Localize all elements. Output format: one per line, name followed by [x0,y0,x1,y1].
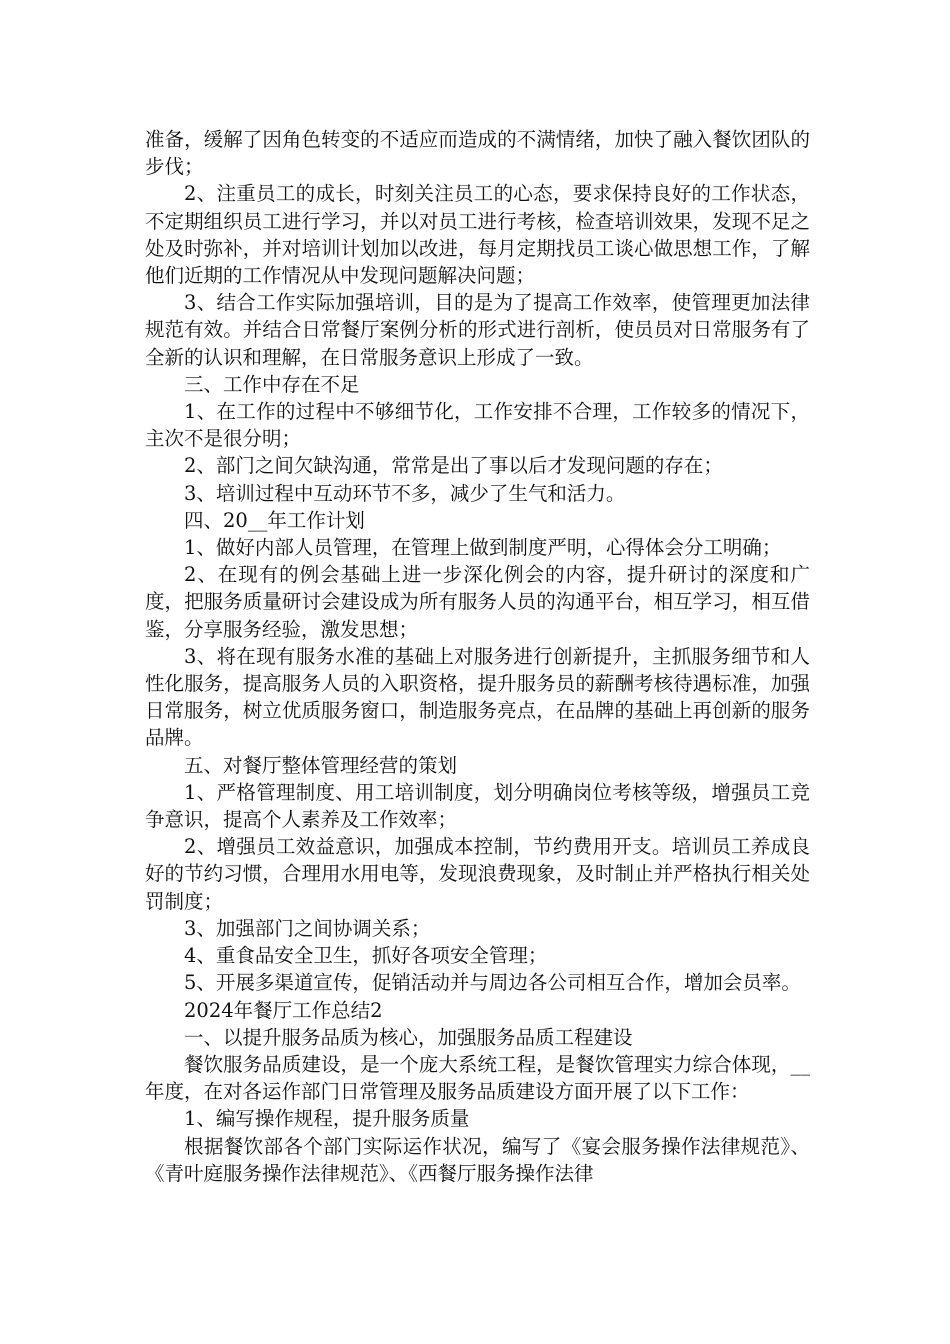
document-body [145,126,810,1187]
paragraph: 2、增强员工效益意识，加强成本控制，节约费用开支。培训员工养成良好的节约习惯，合理用水用电等，发现浪费现象，及时制止并严格执行相关处罚制度； [145,835,810,913]
section-heading: 一、以提升服务品质为核心，加强服务品质工程建设 [184,1025,633,1049]
paragraph: 3、加强部门之间协调关系； [184,916,431,940]
section-heading: 四、20__年工作计划 [184,508,365,532]
section-heading: 五、对餐厅整体管理经营的策划 [184,753,458,777]
paragraph: 2、在现有的例会基础上进一步深化例会的内容，提升研讨的深度和广度，把服务质量研讨会建设成为所有服务人员的沟通平台，相互学习，相互借鉴，分享服务经验，激发思想； [145,563,810,641]
subsection-heading: 1、编写操作规程，提升服务质量 [184,1107,470,1131]
paragraph: 1、严格管理制度、用工培训制度，划分明确岗位考核等级，增强员工竞争意识，提高个人素养及工作效率； [145,780,810,832]
paragraph: 3、培训过程中互动环节不多，减少了生气和活力。 [184,481,626,505]
paragraph: 1、在工作的过程中不够细节化，工作安排不合理，工作较多的情况下，主次不是很分明； [145,400,810,451]
paragraph: 5、开展多渠道宣传，促销活动并与周边各公司相互合作，增加会员率。 [184,971,801,995]
section-heading: 三、工作中存在不足 [184,372,360,396]
paragraph: 3、结合工作实际加强培训，目的是为了提高工作效率，使管理更加法律规范有效。并结合日常餐厅案例分析的形式进行剖析，使员员对日常服务有了全新的认识和理解，在日常服务意识上形成了一致。 [145,291,810,369]
paragraph-continuation: 准备，缓解了因角色转变的不适应而造成的不满情绪，加快了融入餐饮团队的步伐； [145,128,810,179]
paragraph: 餐饮服务品质建设，是一个庞大系统工程，是餐饮管理实力综合体现，__年度，在对各运作部门日常管理及服务品质建设方面开展了以下工作： [145,1052,810,1104]
paragraph: 根据餐饮部各个部门实际运作状况，编写了《宴会服务操作法律规范》、《青叶庭服务操作法律规范》、《西餐厅服务操作法律 [145,1134,810,1185]
paragraph: 2、部门之间欠缺沟通，常常是出了事以后才发现问题的存在； [184,454,723,478]
document-title: 2024年餐厅工作总结2 [184,998,383,1022]
paragraph: 4、重食品安全卫生，抓好各项安全管理； [184,944,548,968]
paragraph: 1、做好内部人员管理，在管理上做到制度严明，心得体会分工明确； [184,536,782,560]
paragraph: 3、将在现有服务水准的基础上对服务进行创新提升，主抓服务细节和人性化服务，提高服务人员的入职资格，提升服务员的薪酬考核待遇标准，加强日常服务，树立优质服务窗口，制造服务亮点，在品牌的基础上再创新的服务品牌。 [145,644,810,750]
paragraph: 2、注重员工的成长，时刻关注员工的心态，要求保持良好的工作状态，不定期组织员工进行学习，并以对员工进行考核，检查培训效果，发现不足之处及时弥补，并对培训计划加以改进，每月定期找员工谈心做思想工作，了解他们近期的工作情况从中发现问题解决问题； [145,182,810,288]
